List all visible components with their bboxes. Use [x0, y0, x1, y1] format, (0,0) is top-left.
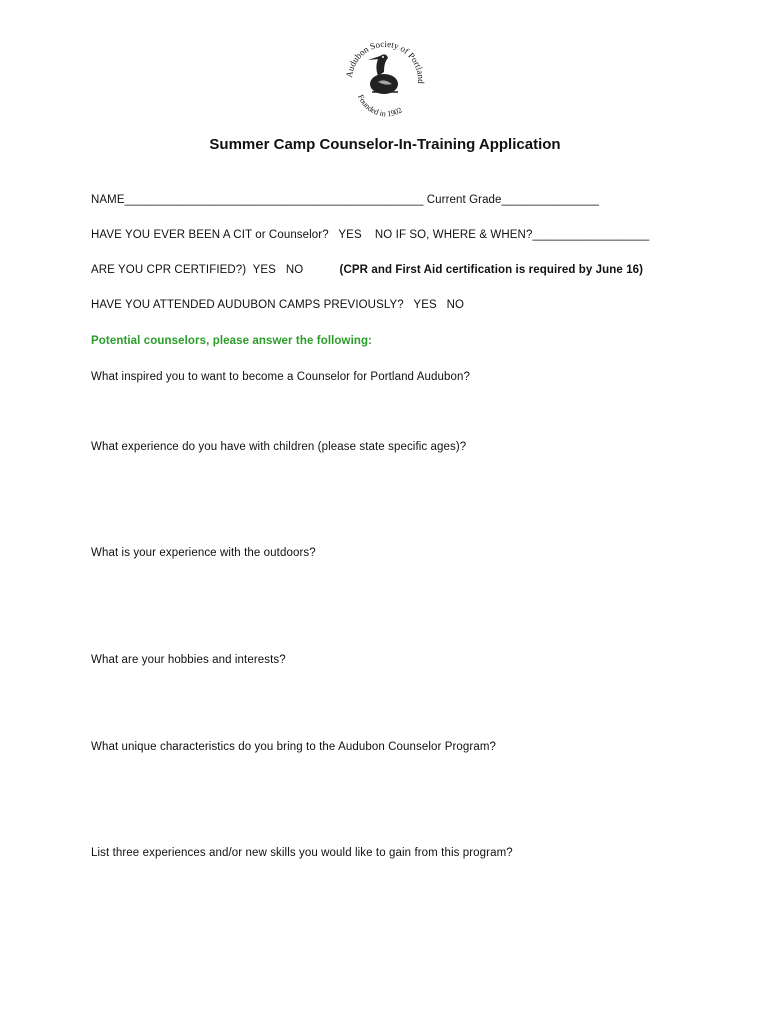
cit-row — [91, 229, 649, 241]
cpr-row — [91, 264, 643, 276]
heron-logo-icon — [338, 26, 430, 118]
page-title: Summer Camp Counselor-In-Training Application — [209, 136, 561, 153]
svg-text:Founded in 1902 — [356, 93, 404, 118]
name-field[interactable]: ______________________________________________ — [124, 194, 424, 206]
section-heading: Potential counselors, please answer the following: — [91, 335, 373, 347]
question-outdoors: What is your experience with the outdoors? — [91, 547, 316, 559]
grade-label: Current Grade — [423, 194, 502, 206]
question-skills: List three experiences and/or new skills you would like to gain from this program? — [91, 847, 513, 859]
cit-question: HAVE YOU EVER BEEN A CIT or Counselor? YES NO IF SO, WHERE & WHEN? — [91, 229, 533, 241]
grade-field[interactable]: _______________ — [501, 194, 599, 206]
logo-founded-text: Founded in 1902 — [356, 93, 404, 118]
cpr-question: ARE YOU CPR CERTIFIED?) YES NO — [91, 264, 340, 276]
question-inspiration: What inspired you to want to become a Counselor for Portland Audubon? — [91, 371, 470, 383]
question-hobbies: What are your hobbies and interests? — [91, 654, 286, 666]
question-children-experience: What experience do you have with children (please state specific ages)? — [91, 441, 467, 453]
name-grade-row — [91, 194, 599, 206]
cit-field[interactable]: __________________ — [532, 229, 650, 241]
cpr-note: (CPR and First Aid certification is required by June 16) — [339, 264, 644, 276]
question-characteristics: What unique characteristics do you bring to the Audubon Counselor Program? — [91, 741, 497, 753]
logo-arc-text: Audubon Society of Portland — [343, 38, 427, 84]
camps-question: HAVE YOU ATTENDED AUDUBON CAMPS PREVIOUSLY? YES NO — [91, 299, 465, 311]
name-label: NAME — [91, 194, 125, 206]
